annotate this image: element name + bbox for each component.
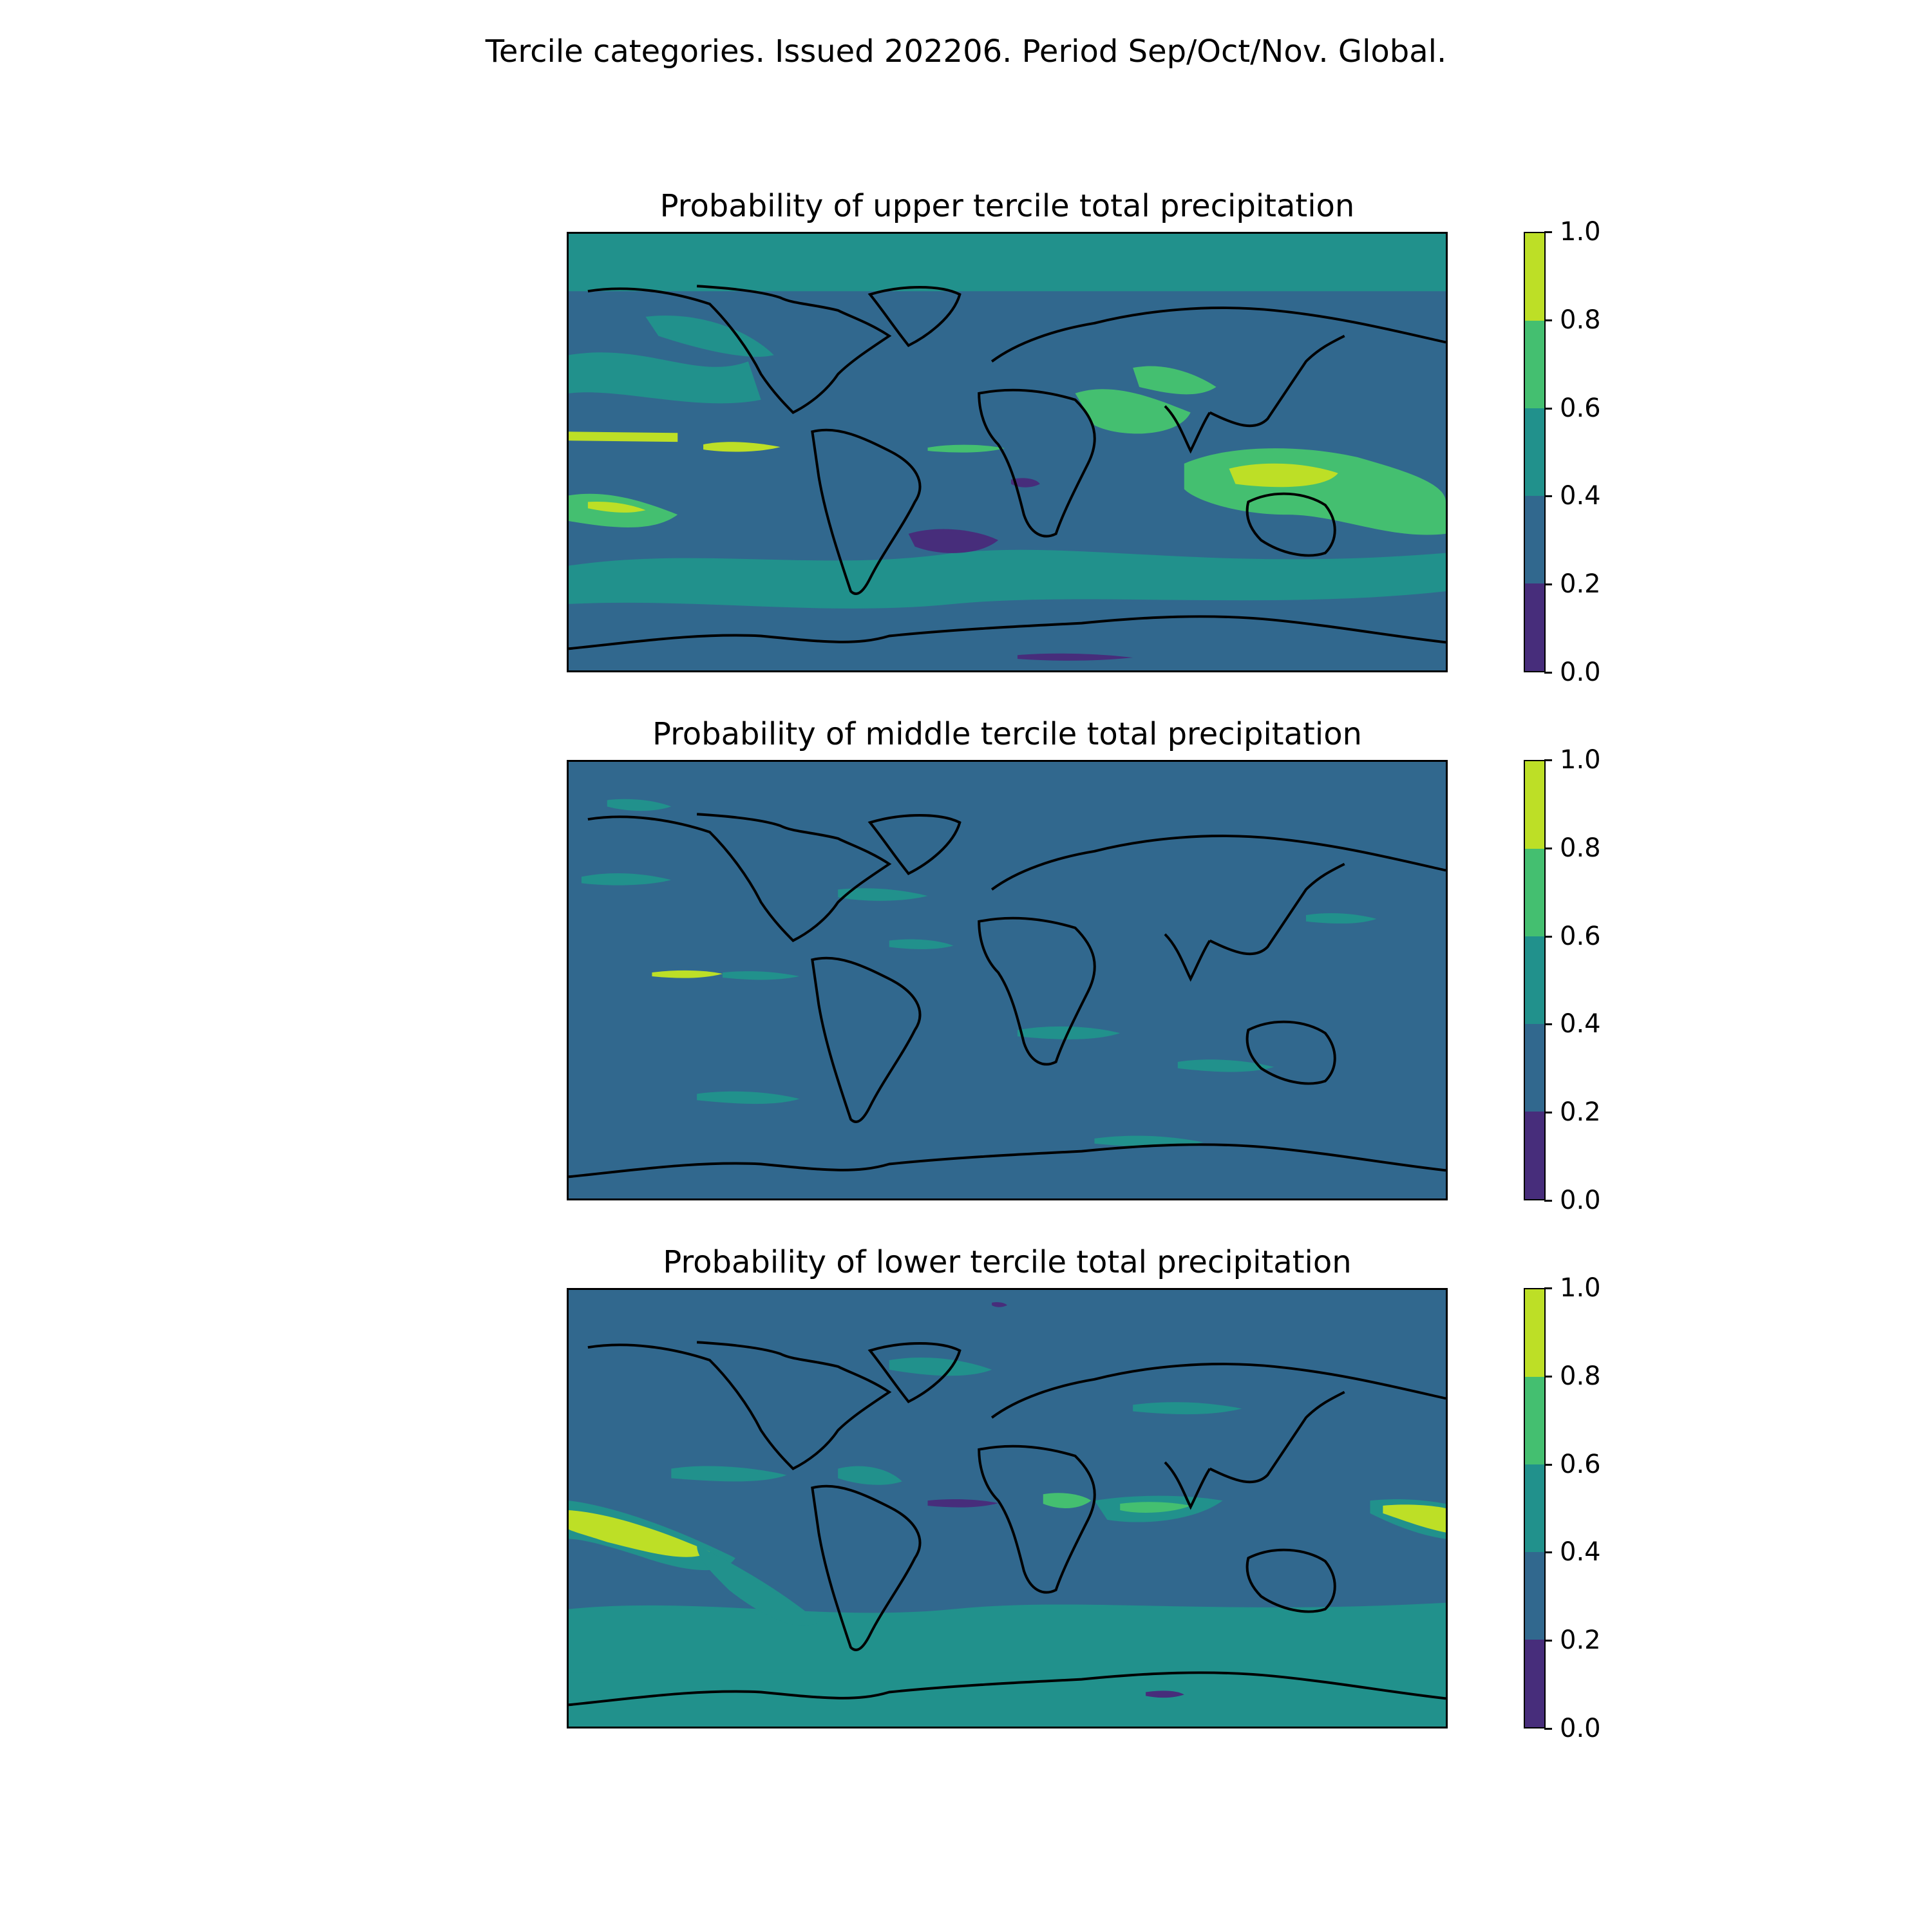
middle-patch-2: [582, 873, 671, 886]
lower-east-pacific: [671, 1466, 786, 1481]
colorbar-upper-tick: [1544, 672, 1552, 674]
colorbar-upper-tick-label: 0.2: [1560, 569, 1601, 600]
map-upper-svg: [569, 234, 1446, 670]
colorbar-upper-level-3: [1525, 321, 1544, 408]
middle-patch-10: [1306, 913, 1377, 923]
colorbar-lower-level-2: [1525, 1464, 1544, 1552]
coast-east-asia: [1210, 336, 1345, 426]
panel-title-upper: Probability of upper tercile total precipitation: [659, 188, 1355, 224]
colorbar-upper: [1524, 232, 1546, 672]
coast-greenland-2: [870, 815, 960, 873]
colorbar-lower-level-0: [1525, 1640, 1544, 1727]
colorbar-lower-tick-label: 0.0: [1560, 1714, 1601, 1743]
colorbar-upper-level-1: [1525, 496, 1544, 583]
colorbar-upper-tick-label: 0.0: [1560, 658, 1601, 687]
upper-indo-pacific: [1184, 448, 1446, 535]
coast-india-2: [1165, 934, 1210, 979]
middle-patch-9: [889, 940, 954, 949]
coast-africa: [979, 390, 1095, 536]
colorbar-middle-tick: [1544, 1023, 1552, 1025]
coast-africa-3: [979, 1446, 1095, 1593]
colorbar-middle-tick-label: 0.8: [1560, 833, 1601, 863]
colorbar-lower-tick: [1544, 1376, 1552, 1378]
upper-south-asia: [1133, 366, 1216, 395]
colorbar-upper-tick-label: 1.0: [1560, 217, 1601, 247]
colorbar-lower-tick: [1544, 1551, 1552, 1553]
colorbar-middle-tick-label: 1.0: [1560, 745, 1601, 775]
middle-patch-4: [723, 971, 799, 980]
lower-west-africa: [1043, 1493, 1092, 1508]
colorbar-middle-tick: [1544, 1200, 1552, 1202]
panel-title-lower: Probability of lower tercile total precipitation: [663, 1244, 1352, 1280]
upper-north-america: [645, 316, 773, 357]
lower-southeast-pacific-core: [569, 1510, 710, 1557]
coast-east-asia-3: [1210, 1392, 1345, 1482]
colorbar-lower-tick-label: 1.0: [1560, 1273, 1601, 1303]
colorbar-lower-level-4: [1525, 1289, 1544, 1377]
colorbar-middle-tick-label: 0.2: [1560, 1097, 1601, 1128]
colorbar-lower-level-3: [1525, 1377, 1544, 1464]
lower-asia-band: [1133, 1402, 1242, 1414]
colorbar-middle-tick-label: 0.6: [1560, 921, 1601, 951]
figure-title: Tercile categories. Issued 202206. Period Sep/Oct/Nov. Global.: [485, 33, 1447, 70]
map-upper-tercile: [567, 232, 1448, 672]
upper-antarctic-dry: [1018, 654, 1133, 661]
middle-eastern-pacific: [652, 971, 723, 978]
colorbar-lower-tick: [1544, 1728, 1552, 1730]
map-lower-tercile: [567, 1288, 1448, 1728]
coast-north-america-3: [588, 1342, 889, 1468]
colorbar-middle: [1524, 760, 1546, 1200]
colorbar-lower-tick-label: 0.4: [1560, 1537, 1601, 1567]
colorbar-upper-level-4: [1525, 233, 1544, 321]
colorbar-lower-tick: [1544, 1464, 1552, 1466]
colorbar-middle-tick: [1544, 848, 1552, 849]
colorbar-middle-tick: [1544, 759, 1552, 761]
lower-atlantic-arm: [838, 1466, 902, 1485]
colorbar-middle-level-0: [1525, 1112, 1544, 1199]
lower-arctic-dry: [992, 1302, 1007, 1307]
colorbar-upper-tick-label: 0.6: [1560, 393, 1601, 423]
colorbar-lower-tick: [1544, 1640, 1552, 1642]
map-lower-svg: [569, 1290, 1446, 1727]
colorbar-lower-tick-label: 0.6: [1560, 1449, 1601, 1479]
colorbar-middle-tick-label: 0.4: [1560, 1009, 1601, 1039]
colorbar-upper-level-2: [1525, 408, 1544, 496]
colorbar-middle-level-1: [1525, 1024, 1544, 1112]
middle-coastlines: [569, 814, 1446, 1177]
upper-field: [569, 234, 1446, 661]
colorbar-upper-tick: [1544, 583, 1552, 585]
colorbar-middle-level-3: [1525, 849, 1544, 936]
map-middle-tercile: [567, 760, 1448, 1200]
upper-south-atlantic-dry: [909, 529, 998, 553]
colorbar-upper-tick: [1544, 319, 1552, 321]
coast-greenland: [870, 287, 960, 345]
colorbar-middle-level-4: [1525, 761, 1544, 849]
middle-field: [582, 799, 1377, 1147]
colorbar-lower-tick-label: 0.8: [1560, 1361, 1601, 1391]
middle-patch-1: [607, 799, 672, 811]
panel-title-middle: Probability of middle tercile total precipitation: [652, 716, 1362, 752]
colorbar-middle-level-2: [1525, 936, 1544, 1024]
upper-arctic-band: [569, 234, 1446, 291]
coast-eurasia-2: [992, 836, 1446, 889]
coast-eurasia: [992, 308, 1446, 361]
lower-north-band: [889, 1358, 992, 1376]
colorbar-lower-tick: [1544, 1287, 1552, 1289]
colorbar-middle-tick: [1544, 936, 1552, 938]
coast-australia-3: [1247, 1550, 1335, 1612]
colorbar-middle-tick: [1544, 1112, 1552, 1113]
upper-southern-ocean-belt: [569, 550, 1446, 609]
colorbar-upper-tick-label: 0.4: [1560, 481, 1601, 511]
colorbar-lower: [1524, 1288, 1546, 1728]
upper-atlantic-itcz: [928, 445, 1005, 453]
coast-south-america-2: [812, 958, 920, 1122]
upper-pacific-itcz: [569, 431, 677, 442]
colorbar-upper-level-0: [1525, 583, 1544, 671]
upper-pacific-itcz-2: [703, 442, 780, 451]
middle-patch-7: [697, 1092, 799, 1104]
upper-north-pacific-band: [569, 352, 761, 403]
coast-antarctica-2: [569, 1144, 1446, 1177]
colorbar-middle-tick-label: 0.0: [1560, 1186, 1601, 1215]
colorbar-upper-tick-label: 0.8: [1560, 305, 1601, 335]
coast-east-asia-2: [1210, 864, 1345, 954]
colorbar-upper-tick: [1544, 231, 1552, 233]
coast-africa-2: [979, 918, 1095, 1065]
map-middle-svg: [569, 762, 1446, 1198]
lower-gulf-of-guinea: [928, 1499, 999, 1508]
coast-antarctica: [569, 616, 1446, 649]
colorbar-upper-tick: [1544, 408, 1552, 410]
coast-australia-2: [1247, 1022, 1335, 1084]
colorbar-upper-tick: [1544, 495, 1552, 497]
colorbar-lower-tick-label: 0.2: [1560, 1625, 1601, 1656]
colorbar-lower-level-1: [1525, 1552, 1544, 1640]
